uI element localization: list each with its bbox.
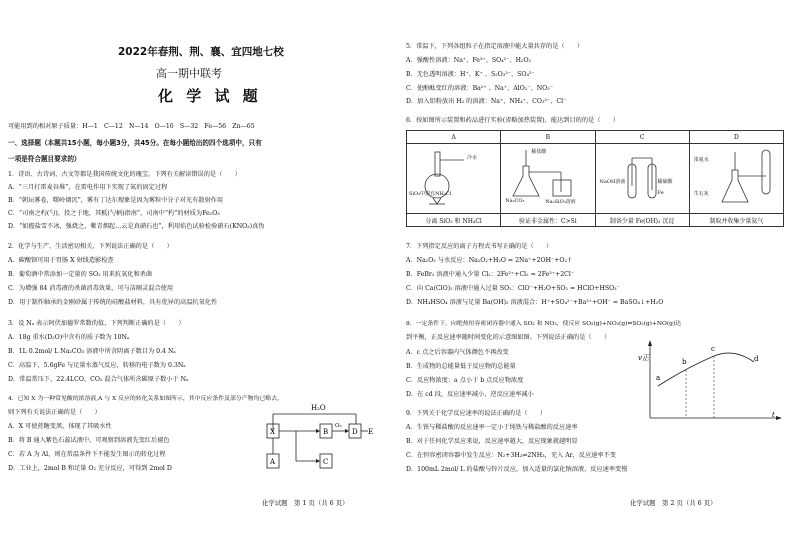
option-4a: A．X 可使蔗糖变黑，体现了其吸水性 <box>8 423 112 430</box>
label-ammonia: 浓氨水 <box>693 157 709 163</box>
apparatus-c <box>595 144 689 214</box>
option-9d: D．100mL 2mol/ L 的盐酸与锌片反应，加入适量的氯化钠溶液，反应速率变慢 <box>406 466 628 473</box>
h2o-label: H₂O <box>311 404 326 412</box>
option-5a: A．强酸性溶液：Na⁺、Fe³⁺、SO₄²⁻、H₂O₂ <box>406 57 532 64</box>
col-header-d: D <box>689 131 783 144</box>
question-2: 2．化学与生产、生活密切相关，下列说法正确的是（ ） <box>8 243 173 250</box>
apparatus-d <box>689 144 783 214</box>
option-1d: D．“如握盐雪不冰，强烧之，紫青烟起…云是真硝石也”，利用焰色试验检验硝石(KNO₃)真伪 <box>8 223 265 230</box>
option-2b: B．葡萄酒中常添加一定量的 SO₂ 用来抗氧化和杀菌 <box>8 271 153 278</box>
label-na2co3: Na₂CO₃ <box>505 198 525 204</box>
section-heading-cont: 一项是符合题目要求的） <box>8 155 81 163</box>
node-x: X <box>270 428 275 436</box>
label-hcl: 稀盐酸 <box>531 149 547 155</box>
node-a: A <box>270 458 276 466</box>
node-c: C <box>323 458 329 466</box>
question-7: 7．下列指定反应的离子方程式书写正确的是（ ） <box>406 243 553 250</box>
caption-c: 制备少量 Fe(OH)₂ 沉淀 <box>595 214 689 227</box>
col-header-c: C <box>595 131 689 144</box>
caption-a: 分离 SiO₂ 和 NH₄Cl <box>407 214 501 227</box>
option-8a: A．c 点之后容器内气体颜色不再改变 <box>406 349 509 356</box>
point-c: c <box>711 345 715 353</box>
apparatus-b <box>501 144 595 214</box>
option-5b: B．无色透明溶液：H⁺、K⁺ 、S₂O₃²⁻、SO₄²⁻ <box>406 71 535 78</box>
conversion-diagram <box>256 400 376 472</box>
question-4: 4．已知 X 为一种常见酸的浓溶液,A 与 X 反应的转化关系如图所示，其中反应条件及部分产物均已略去， <box>8 396 284 402</box>
option-2d: D．用于制作轴承的金刚砂属于传统的硅酸盐材料，具有优异的高温抗氧化性 <box>8 299 218 306</box>
option-9b: B．对于任何化学反应来说，反应速率越大，反应现象就越明显 <box>406 438 578 445</box>
section-heading: 一、选择题（本题共15小题，每小题3分，共45分。在每小题给出的四个选项中，只有 <box>8 139 262 147</box>
school-title: 2022年春荆、荆、襄、宜四地七校 <box>118 46 284 58</box>
label-na2sio3: Na₂SiO₃溶液 <box>545 199 576 205</box>
col-header-b: B <box>501 131 595 144</box>
apparatus-a <box>407 144 501 214</box>
option-9a: A．生铁与稀盐酸的反应速率一定小于纯铁与稀盐酸的反应速率 <box>406 424 578 431</box>
sublimation-apparatus-icon <box>409 146 499 212</box>
axis-y-label: v正 <box>638 354 649 362</box>
option-3a: A．18g 重水(D₂O)中含有的质子数为 10Nₐ <box>8 334 130 341</box>
option-7b: B．FeBr₂ 溶液中通入少量 Cl₂：2Fe²⁺+Cl₂ = 2Fe³⁺+2Cl⁻ <box>406 271 575 278</box>
page-footer-2: 化学试题 第 2 页（共 6 页） <box>630 499 717 507</box>
option-4c: C．若 A 为 Al，则在常温条件下不能发生图示的转化过程 <box>8 451 166 458</box>
label-naoh: NaOH溶液 <box>599 179 626 185</box>
label-sio2-nh4cl: SiO₂中混有NH₄Cl <box>409 191 452 197</box>
question-9: 9．下列关于化学反应速率的说法正确的是（ ） <box>406 410 547 417</box>
option-7c: C．向 Ca(ClO)₂ 溶液中通入过量 SO₂：ClO⁻+H₂O+SO₂ = HClO+HSO₃⁻ <box>406 285 620 292</box>
question-6: 6．按如图所示装置和药品进行实验(省略加热装置)，能达到目的的是（ ） <box>406 117 619 124</box>
option-8c: C．反应物浓度：a 点小于 b 点反应物浓度 <box>406 377 524 384</box>
exam-title: 高一期中联考 <box>156 67 222 80</box>
option-1a: A．“三月打雷麦谷堆”，在雷电作用下实现了氮的固定过程 <box>8 184 168 191</box>
node-b: B <box>323 428 329 436</box>
option-5d: D．加入铝粉放出 H₂ 的溶液：Na⁺、NH₄⁺、CO₃²⁻、Cl⁻ <box>406 98 567 105</box>
option-1b: B．“朝坛雾卷，曙岭烟沉”，雾有丁达尔现象是因为雾粒中分子对光有散射作用 <box>8 197 224 204</box>
apparatus-table <box>406 130 784 227</box>
question-4-cont: 则下列有关说法正确的是（ ） <box>8 409 101 416</box>
label-h2so4: 稀硫酸 <box>657 179 673 185</box>
option-5c: C．使酚酞变红的溶液：Ba²⁺ 、Na⁺、AlO₂⁻、NO₃⁻ <box>406 85 553 92</box>
subject-title: 化 学 试 题 <box>158 87 262 105</box>
caption-d: 制取并收集少量氨气 <box>689 214 783 227</box>
page-1 <box>6 0 392 543</box>
label-quicklime: 生石灰 <box>693 191 709 197</box>
label-cold-water: 冷水 <box>467 155 478 161</box>
option-7a: A．Na₂O₂ 与水反应：Na₂O₂+H₂O = 2Na⁺+2OH⁻+O₂↑ <box>406 257 573 264</box>
option-4b: B．将 B 通入紫色石蕊试液中，可观察到溶液先变红后褪色 <box>8 437 170 444</box>
option-3c: C．高温下，5.6gFe 与足量水蒸气反应，转移的电子数为 0.3Nₐ <box>8 362 186 369</box>
question-1: 1．诗语、古诗词、古文等都是我国传统文化的瑰宝。下列有关解读错误的是（ ） <box>8 171 241 178</box>
point-a: a <box>656 374 661 382</box>
option-9c: C．在恒容密闭容器中发生反应：N₂+3H₂⇌2NH₃，充入 Ar，反应速率不变 <box>406 452 616 459</box>
question-8: 8．一定条件下，向绝热恒容密闭容器中通入 SO₂ 和 NO₂，使反应 SO₂(g)+NO₂(g)⇌SO₃(g)+NO(g)达 <box>406 321 682 327</box>
label-fe: Fe <box>657 190 664 196</box>
question-8-cont: 到平衡，正反应速率随时间变化的示意图如图。下列说法正确的是（ ） <box>406 334 611 341</box>
option-3d: D．常温常压下，22.4LCO、CO₂ 混合气体所含碳原子数小于 Nₐ <box>8 376 189 383</box>
option-7d: D．NH₄HSO₄ 溶液与足量 Ba(OH)₂ 溶液混合：H⁺+SO₄²⁻+Ba²⁺+OH⁻ = BaSO₄↓+H₂O <box>406 299 664 306</box>
question-5: 5．常温下，下列各组粒子在指定溶液中能大量共存的是（ ） <box>406 43 584 50</box>
caption-b: 验证非金属性：C>Si <box>501 214 595 227</box>
option-8d: D．在 cd 段，反应速率减小，逆反应速率减小 <box>406 391 534 398</box>
option-8b: B．生成物的总能量低于反应物的总能量 <box>406 363 516 370</box>
atomic-masses: 可能用到的相对原子质量：H—1 C—12 N—14 O—16 S—32 Fe—56 Zn—65 <box>8 123 255 130</box>
option-4d: D．工业上，2mol B 和足量 O₂ 充分反应，可得到 2mol D <box>8 465 172 472</box>
page-2 <box>404 0 790 543</box>
point-d: d <box>754 355 759 363</box>
node-e: E <box>368 428 374 436</box>
node-d: D <box>352 428 358 436</box>
col-header-a: A <box>407 131 501 144</box>
question-3: 3．设 Nₐ 表示阿伏加德罗常数的值，下列判断正确的是（ ） <box>8 320 185 327</box>
option-2c: C．为增强 84 消毒液的杀菌消毒效果，可与洁厕灵混合使用 <box>8 285 174 292</box>
option-1c: C．“司南之杓(勺)，投之于地，其柢(勺柄)指南”，司南中“杓”的材质为Fe₂O₃ <box>8 210 220 217</box>
o2-label: O₂ <box>335 423 342 429</box>
rate-time-graph <box>636 338 786 420</box>
point-b: b <box>682 358 687 366</box>
axis-x-label: t <box>772 411 775 419</box>
option-2a: A．碳酸钡可用于胃肠 X 射线造影检查 <box>8 257 114 264</box>
option-3b: B．1L 0.2mol/ L Na₂CO₃ 溶液中所含阴离子数目为 0.4 Nₐ <box>8 348 176 355</box>
page-footer-1: 化学试题 第 1 页（共 6 页） <box>262 499 349 507</box>
